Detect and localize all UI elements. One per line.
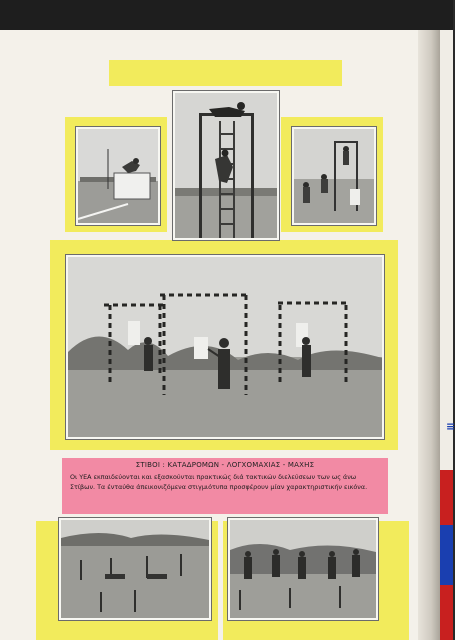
adjacent-page-red-stripe (440, 470, 453, 525)
photo-ladder-climb (173, 91, 279, 240)
caption-box (62, 458, 388, 514)
adjacent-page-red-stripe-lower (440, 585, 453, 640)
adjacent-page-blue-stripe (440, 525, 453, 585)
photo-crawl-course (59, 518, 211, 620)
caption-text: Οι ΥΕΑ εκπαιδεύονται και εξασκούνται πρακτικώς διά τακτικών διελεύσεων των ως άνω Στίβων. Τα ένταύθα άπεικονιζόμενα στιγμιότυπα προσφέρουν μίαν χαρακτηριστικήν εικόνα. (70, 473, 368, 491)
photo-bayonet-course (66, 255, 384, 439)
photo-combat-course (228, 518, 378, 620)
yellow-header-bar (109, 60, 342, 86)
adjacent-page-mark: ≡ (446, 420, 455, 433)
photo-rope-obstacle (292, 127, 376, 225)
page-gutter (418, 30, 440, 640)
caption-title: ΣΤΙΒΟΙ : ΚΑΤΑΔΡΟΜΩΝ - ΛΟΓΧΟΜΑΧΙΑΣ - ΜΑΧΗΣ (135, 461, 315, 469)
photo-hurdle-jump (76, 127, 160, 225)
